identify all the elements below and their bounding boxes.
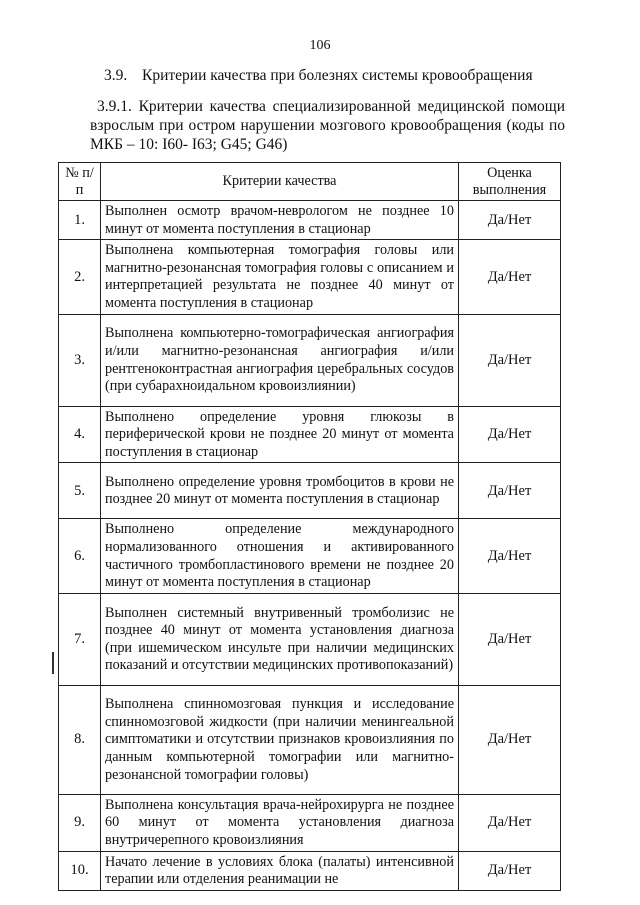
section-heading xyxy=(104,67,533,85)
table-row xyxy=(59,406,561,463)
table-row xyxy=(59,851,561,890)
header-criteria: Критерии качества xyxy=(101,163,459,201)
table-row xyxy=(59,519,561,593)
table-row xyxy=(59,463,561,519)
row-criteria: Выполнена компьютерная томография головы или магнитно-резонансная томография головы с описанием и интерпретацией результата не позднее 40 минут от момента поступления в стационар xyxy=(101,240,459,314)
row-number: 6. xyxy=(59,519,101,593)
row-evaluation: Да/Нет xyxy=(459,794,561,851)
section-title: Критерии качества при болезнях системы кровообращения xyxy=(142,67,533,84)
row-criteria: Выполнено определение уровня тромбоцитов в крови не позднее 20 минут от момента поступления в стационар xyxy=(101,463,459,519)
table-row xyxy=(59,593,561,685)
table-header-row xyxy=(59,163,561,201)
table-row xyxy=(59,794,561,851)
row-criteria: Выполнено определение международного нормализованного отношения и активированного частичного тромбопластинового времени не позднее 20 минут от момента поступления в стационар xyxy=(101,519,459,593)
row-number: 9. xyxy=(59,794,101,851)
row-criteria: Выполнен осмотр врачом-неврологом не позднее 10 минут от момента поступления в стационар xyxy=(101,201,459,240)
row-criteria: Выполнено определение уровня глюкозы в периферической крови не позднее 20 минут от момента поступления в стационар xyxy=(101,406,459,463)
row-evaluation: Да/Нет xyxy=(459,406,561,463)
row-number: 8. xyxy=(59,685,101,794)
row-evaluation: Да/Нет xyxy=(459,593,561,685)
row-number: 4. xyxy=(59,406,101,463)
row-number: 5. xyxy=(59,463,101,519)
row-evaluation: Да/Нет xyxy=(459,201,561,240)
section-number: 3.9. xyxy=(104,67,128,84)
scan-margin-mark xyxy=(52,652,54,674)
row-number: 1. xyxy=(59,201,101,240)
row-number: 3. xyxy=(59,314,101,406)
row-criteria: Выполнена консультация врача-нейрохирурга не позднее 60 минут от момента установления диагноза внутричерепного кровоизлияния xyxy=(101,794,459,851)
table-row xyxy=(59,314,561,406)
row-criteria: Выполнен системный внутривенный тромболизис не позднее 40 минут от момента установления диагноза (при ишемическом инсульте при наличии медицинских показаний и отсутствии медицинских противопоказаний) xyxy=(101,593,459,685)
quality-criteria-table xyxy=(58,162,561,891)
row-criteria: Выполнена спинномозговая пункция и исследование спинномозговой жидкости (при наличии менингеальной симптоматики и отсутствии признаков кровоизлияния по данным компьютерной томографии или магнитно-резонансной томографии головы) xyxy=(101,685,459,794)
row-number: 7. xyxy=(59,593,101,685)
subsection-paragraph-wrap xyxy=(90,97,565,154)
row-evaluation: Да/Нет xyxy=(459,685,561,794)
row-criteria: Выполнена компьютерно-томографическая ангиография и/или магнитно-резонансная ангиография и/или рентгеноконтрастная ангиография церебральных сосудов (при субарахноидальном кровоизлиянии) xyxy=(101,314,459,406)
row-criteria: Начато лечение в условиях блока (палаты) интенсивной терапии или отделения реанимации не xyxy=(101,851,459,890)
subsection-paragraph: 3.9.1. Критерии качества специализированной медицинской помощи взрослым при остром нарушении мозгового кровообращения (коды по МКБ – 10: I60- I63; G45; G46) xyxy=(90,98,565,153)
row-evaluation: Да/Нет xyxy=(459,463,561,519)
row-evaluation: Да/Нет xyxy=(459,519,561,593)
header-evaluation: Оценка выполнения xyxy=(459,163,561,201)
table-row xyxy=(59,685,561,794)
row-evaluation: Да/Нет xyxy=(459,314,561,406)
table-row xyxy=(59,240,561,314)
row-number: 10. xyxy=(59,851,101,890)
row-number: 2. xyxy=(59,240,101,314)
row-evaluation: Да/Нет xyxy=(459,851,561,890)
header-number: № п/п xyxy=(59,163,101,201)
row-evaluation: Да/Нет xyxy=(459,240,561,314)
table-row xyxy=(59,201,561,240)
page-number: 106 xyxy=(309,38,331,53)
